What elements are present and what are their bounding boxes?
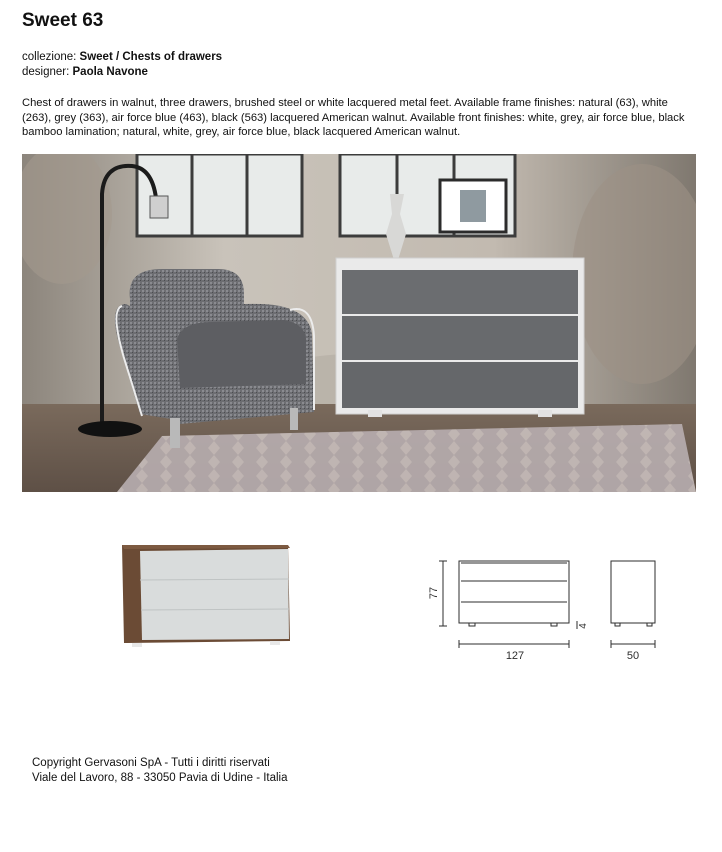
designer-label: designer: [22,66,70,78]
product-image [40,513,370,693]
designer-value: Paola Navone [72,66,148,78]
height-dimension: 77 [428,586,440,600]
depth-dimension: 50 [626,650,640,662]
designer-line [22,65,222,80]
footer [32,756,288,786]
page-title: Sweet 63 [22,10,104,31]
feet-dimension: 4 [578,623,589,629]
copyright-text: Copyright Gervasoni SpA - Tutti i diritti riservati [32,757,270,769]
product-description: Chest of drawers in walnut, three drawers, brushed steel or white lacquered metal feet. Available frame finishes: natural (63), white (263), grey (363), air force blue (463), black (563) lacquered American walnut. Available front finishes: white, grey, air force blue, black bamboo lamination; natural, white, grey, air force blue, black lacquered American walnut. [22,97,685,139]
technical-drawing [385,513,705,723]
collection-label: collezione: [22,51,77,63]
address-text: Viale del Lavoro, 88 - 33050 Pavia di Udine - Italia [32,772,288,784]
collection-value: Sweet / Chests of drawers [79,51,223,63]
room-photo [22,154,696,492]
collection-line [22,50,222,65]
product-meta [22,50,222,80]
width-dimension: 127 [505,650,525,662]
